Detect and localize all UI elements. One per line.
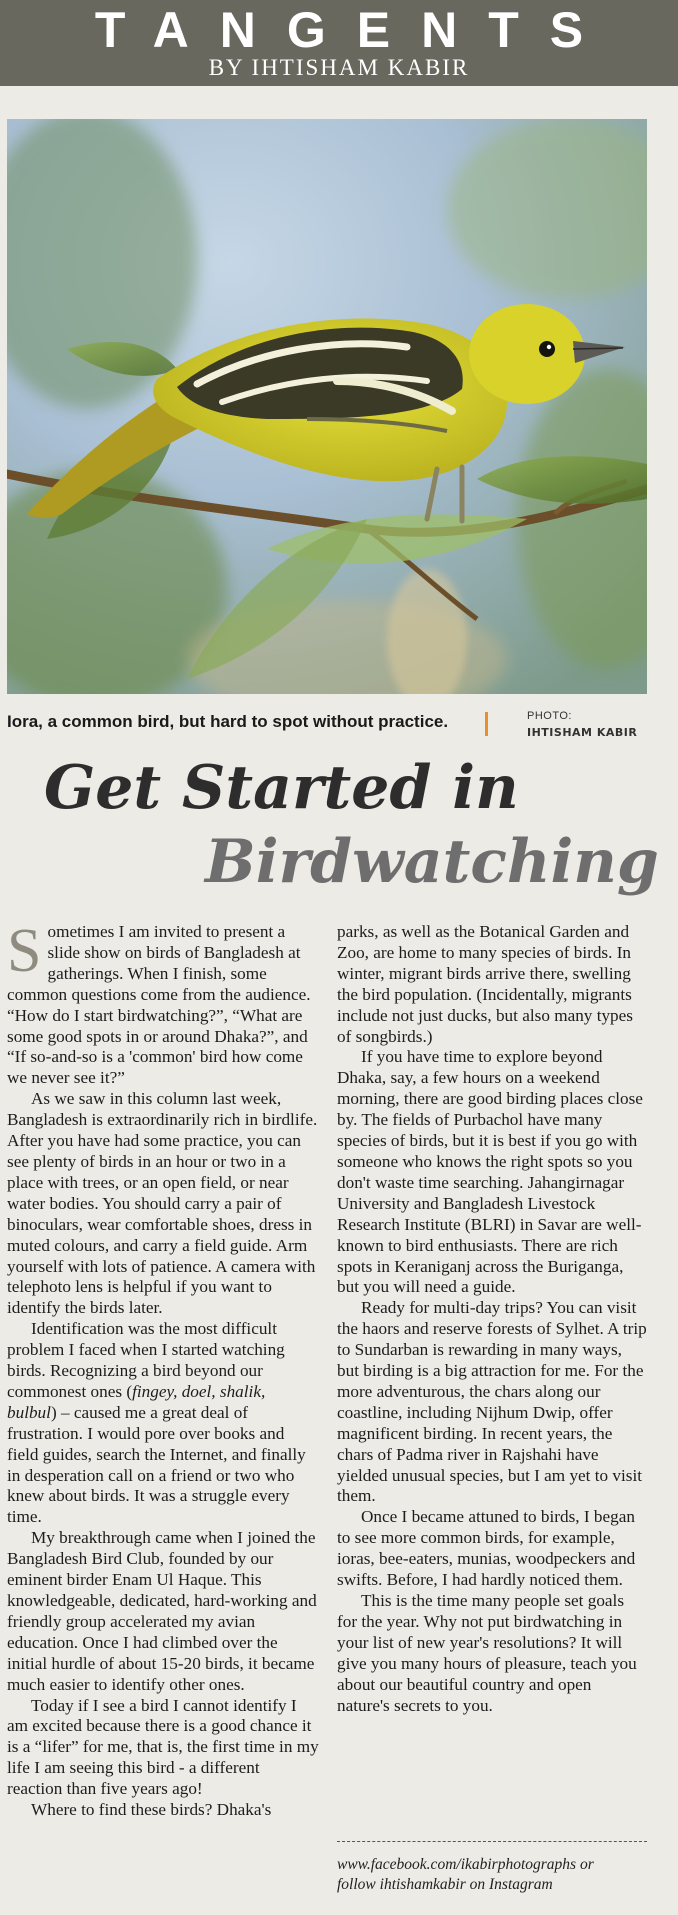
- photo-caption: [7, 706, 647, 746]
- photo-credit-label: PHOTO:: [527, 710, 572, 722]
- article-paragraph-5: Today if I see a bird I cannot identify I am excited because there is a good chance it is a “lifer” for me, that is, the first time in my life I am seeing this bird - a different reaction than five years ago!: [7, 1695, 319, 1799]
- iora-bird-photo: [7, 119, 647, 694]
- article-paragraph-6: Where to find these birds? Dhaka's: [31, 1800, 272, 1820]
- headline-line-2: Birdwatching: [205, 827, 659, 897]
- article-paragraph-6-continued: parks, as well as the Botanical Garden and Zoo, are home to many species of birds. In winter, migrant birds arrive there, swelling the bird population. (Incidentally, migrants include not just ducks, but also many types of songbirds.): [337, 922, 633, 1046]
- article-paragraph-4: My breakthrough came when I joined the Bangladesh Bird Club, founded by our eminent birder Enam Ul Haque. This knowledgeable, dedicated, hard-working and friendly group accelerated my avian education. Once I had climbed over the initial hurdle of about 15-20 birds, it became much easier to identify other ones.: [7, 1528, 317, 1694]
- headline-line-1: Get Started in: [44, 753, 519, 823]
- article-paragraph-10: This is the time many people set goals for the year. Why not put birdwatching in your list of new year's resolutions? It will give you many hours of pleasure, teach you about our beautiful country and open nature's secrets to you.: [337, 1591, 637, 1715]
- article-paragraph-2: As we saw in this column last week, Bangladesh is extraordinarily rich in birdlife. After you have had some practice, you can see plenty of birds in an hour or two in a place with trees, or an open field, or near water bodies. You should carry a pair of binoculars, wear comfortable shoes, dress in muted colours, and carry a field guide. Arm yourself with lots of patience. A camera with telephoto lens is helpful if you want to identify the birds later.: [7, 1089, 318, 1318]
- article-paragraph-7: If you have time to explore beyond Dhaka, say, a few hours on a weekend morning, there are good birding places close by. The fields of Purbachol have many species of birds, but it is best if you go with someone who knows the right spots so you don't waste time searching. Jahangirnagar University and Bangladesh Livestock Research Institute (BLRI) in Savar are well-known to bird enthusiasts. There are rich spots in Keraniganj across the Buriganga, but you will need a guide.: [337, 1047, 643, 1297]
- article-paragraph-1: [7, 917, 319, 1089]
- column-title: TANGENTS: [94, 2, 615, 58]
- paragraph-3-text-a: Identification was the most difficult problem I faced when I started watching birds. Recognizing a bird beyond our commonest ones (: [7, 1319, 285, 1401]
- article-column-right: [337, 922, 647, 1716]
- masthead: [0, 0, 678, 86]
- footer-instagram-text: follow ihtishamkabir on Instagram: [337, 1876, 553, 1893]
- article-paragraph-9: Once I became attuned to birds, I began to see more common birds, for example, ioras, bee-eaters, munias, woodpeckers and swifts. Before, I had hardly noticed them.: [337, 1507, 636, 1590]
- column-byline: BY IHTISHAM KABIR: [208, 55, 470, 80]
- iora-bird-illustration: [7, 119, 647, 694]
- footer-divider: [337, 1841, 647, 1842]
- article-column-left: [7, 917, 319, 1821]
- paragraph-3-text-b: ) – caused me a great deal of frustration. I would pore over books and field guides, search the Internet, and finally in desperation call on a friend or two who knew about birds. It was a struggle every time.: [7, 1402, 306, 1527]
- photo-credit-name: IHTISHAM KABIR: [527, 726, 638, 739]
- drop-cap: S: [7, 917, 42, 985]
- caption-divider: [485, 712, 488, 736]
- paragraph-1-text: ometimes I am invited to present a slide show on birds of Bangladesh at gatherings. When I finish, some common questions come from the audience. “How do I start birdwatching?”, “What are some good spots in or around Dhaka?”, and “If so-and-so is a 'common' bird how come we never see it?”: [7, 922, 311, 1088]
- footer-facebook-link[interactable]: www.facebook.com/ikabirphotographs or: [337, 1856, 594, 1873]
- caption-text: Iora, a common bird, but hard to spot without practice.: [7, 712, 449, 731]
- footer-social: [337, 1855, 647, 1895]
- article-paragraph-8: Ready for multi-day trips? You can visit the haors and reserve forests of Sylhet. A trip to Sundarban is rewarding in many ways, but birding is a big attraction for me. For the more adventurous, the chars along our coastline, including Nijhum Dwip, offer magnificent birding. In recent years, the chars of Padma river in Rajshahi have yielded unusual species, but I am yet to visit them.: [337, 1298, 647, 1506]
- paragraph-3-italic-birds: fingey, doel, shalik, bulbul: [7, 1381, 266, 1422]
- article-paragraph-3: [7, 1319, 319, 1528]
